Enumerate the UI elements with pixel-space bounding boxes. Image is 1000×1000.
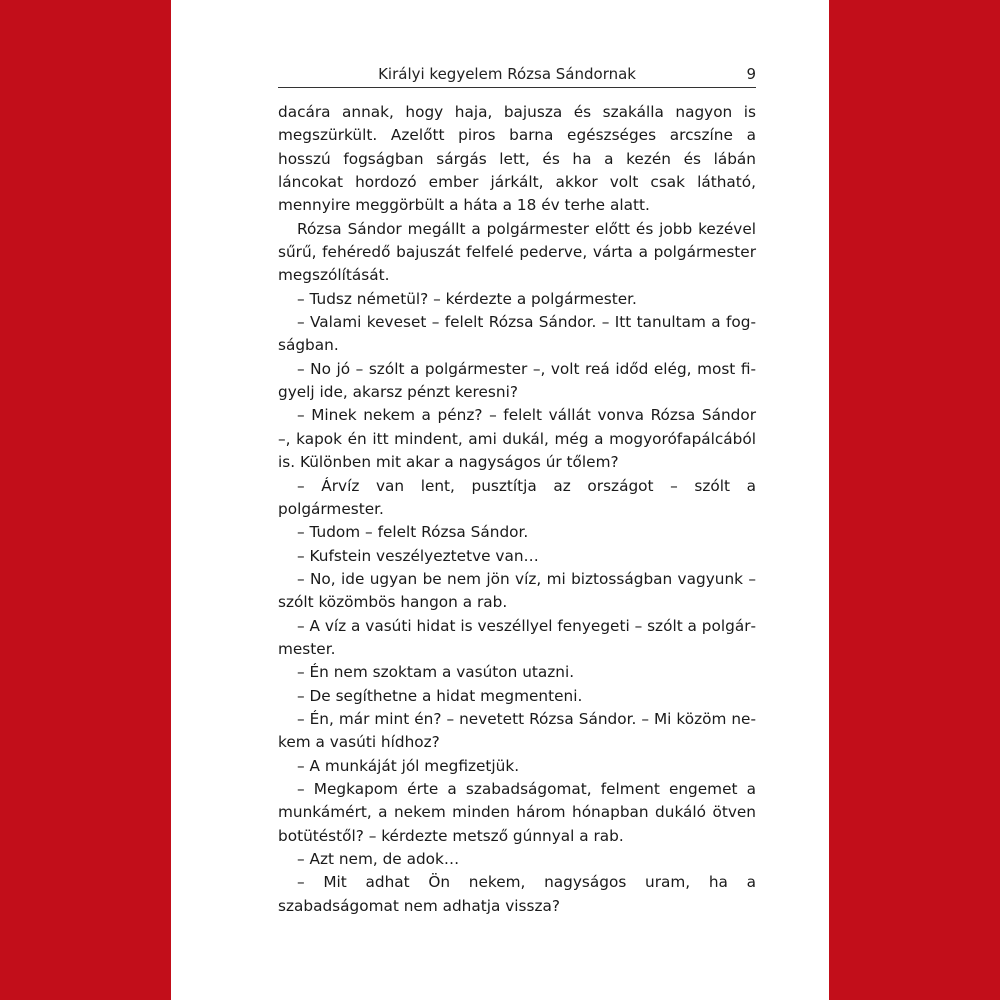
- paragraph: Rózsa Sándor megállt a polgármester előtt és jobb kezével sűrű, fehéredő bajuszát felfelé pederve, várta a polgármester megszólítását.: [278, 219, 756, 285]
- paragraph: – No jó – szólt a polgármester –, volt reá időd elég, most figyelj ide, akarsz pénzt keresni?: [278, 359, 756, 402]
- page-number: 9: [746, 65, 756, 83]
- body-text: [278, 101, 756, 918]
- paragraph: – De segíthetne a hidat megmenteni.: [297, 686, 583, 705]
- paragraph: – A víz a vasúti hidat is veszéllyel fenyegeti – szólt a polgármester.: [278, 616, 757, 658]
- paragraph: – No, ide ugyan be nem jön víz, mi biztosságban vagyunk – szólt közömbös hangon a rab.: [278, 569, 756, 612]
- paragraph: – Mit adhat Ön nekem, nagyságos uram, ha a szabadságomat nem adhatja vissza?: [278, 873, 756, 915]
- paragraph: – A munkáját jól megfizetjük.: [297, 756, 520, 775]
- paragraph: – Kufstein veszélyeztetve van…: [297, 546, 539, 565]
- paragraph: – Én nem szoktam a vasúton utazni.: [297, 663, 575, 682]
- running-title: Királyi kegyelem Rózsa Sándornak: [378, 65, 636, 83]
- paragraph: dacára annak, hogy haja, bajusza és szakálla nagyon is megszürkült. Azelőtt piros barna egészséges arcszíne a hosszú fogságban sárgás lett, és ha a kezén és lábán láncokat hordozó ember járkált, akkor volt csak látható, mennyire meggörbült a háta a 18 év terhe alatt.: [278, 103, 756, 215]
- paragraph: – Azt nem, de adok…: [297, 850, 460, 868]
- paragraph: – Valami keveset – felelt Rózsa Sándor. – Itt tanultam a fogságban.: [278, 313, 756, 355]
- paragraph: – Megkapom érte a szabadságomat, felment engemet a munkámért, a nekem minden három hónapban dukáló ötven botütéstől? – kérdezte metsző gúnnyal a rab.: [278, 779, 756, 845]
- paragraph: – Minek nekem a pénz? – felelt vállát vonva Rózsa Sándor –, kapok én itt mindent, ami dukál, még a mogyorófapálcából is. Különben mit akar a nagyságos úr tőlem?: [278, 406, 756, 472]
- paragraph: – Tudom – felelt Rózsa Sándor.: [297, 523, 529, 542]
- paragraph: – Árvíz van lent, pusztítja az országot – szólt a polgármester.: [278, 476, 756, 518]
- book-page: [171, 0, 829, 1000]
- paragraph: – Én, már mint én? – nevetett Rózsa Sándor. – Mi közöm nekem a vasúti hídhoz?: [278, 709, 756, 752]
- running-head: [278, 62, 756, 84]
- paragraph: – Tudsz németül? – kérdezte a polgármester.: [297, 289, 637, 308]
- header-rule: [278, 87, 756, 88]
